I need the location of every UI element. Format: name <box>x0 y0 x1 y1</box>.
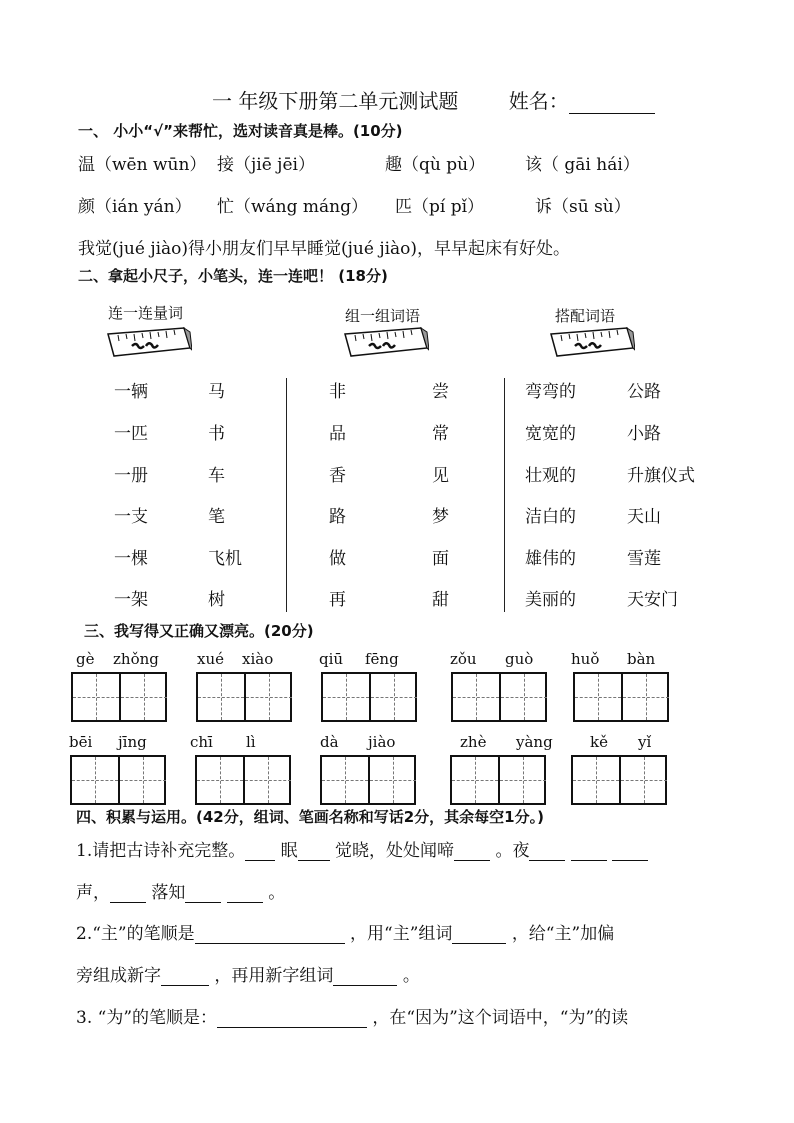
ruler-label-1: 连一连量词 <box>108 304 184 322</box>
c3-right-6[interactable]: 天安门 <box>627 590 678 610</box>
pinyin-label: gè <box>76 650 95 668</box>
q2-text: 旁组成新字 <box>76 966 161 986</box>
q1-text: 落知 <box>151 883 186 903</box>
ruler-icon <box>547 326 635 358</box>
q2-text: ，再用新字组词 <box>214 966 334 986</box>
ruler-label-3: 搭配词语 <box>555 307 616 325</box>
pinyin-label: jīng <box>118 733 147 751</box>
c3-left-1[interactable]: 弯弯的 <box>525 382 576 402</box>
writing-box[interactable] <box>573 672 669 722</box>
pinyin-label: kě <box>590 733 608 751</box>
q1-blank[interactable] <box>185 884 221 903</box>
c1-left-4[interactable]: 一支 <box>114 507 148 527</box>
s1-r2-item-3[interactable]: 匹（pí pǐ） <box>395 197 485 217</box>
section-1-heading: 一、 小小“√”来帮忙，选对读音真是棒。(10分) <box>78 122 403 140</box>
c1-right-2[interactable]: 书 <box>208 424 225 444</box>
s1-r1-item-4[interactable]: 该（ gāi hái） <box>525 155 640 175</box>
q1-text: 。 <box>268 883 286 903</box>
pinyin-label: zhǒng <box>113 650 159 668</box>
q1-blank[interactable] <box>245 842 275 861</box>
writing-box[interactable] <box>450 755 546 805</box>
c2-right-4[interactable]: 梦 <box>432 507 449 527</box>
c2-right-5[interactable]: 面 <box>432 549 449 569</box>
ruler-label-2: 组一组词语 <box>345 307 421 325</box>
pinyin-label: xué <box>197 650 224 668</box>
pinyin-label: yàng <box>516 733 553 751</box>
c2-left-2[interactable]: 品 <box>329 424 346 444</box>
column-divider <box>504 378 505 612</box>
q2-blank[interactable] <box>452 925 506 944</box>
q1-text: 1.请把古诗补充完整。 <box>76 841 246 861</box>
q1-blank[interactable] <box>227 884 263 903</box>
c2-left-3[interactable]: 香 <box>329 466 346 486</box>
pinyin-label: jiào <box>368 733 396 751</box>
s1-r2-item-2[interactable]: 忙（wáng máng） <box>217 197 369 217</box>
pinyin-label: zhè <box>460 733 487 751</box>
pinyin-label: yǐ <box>638 733 652 751</box>
c1-left-5[interactable]: 一棵 <box>114 549 148 569</box>
section-4-heading: 四、积累与运用。(42分，组词、笔画名称和写话2分，其余每空1分。) <box>76 808 544 826</box>
c1-right-3[interactable]: 车 <box>208 466 225 486</box>
pinyin-label: chī <box>190 733 213 751</box>
c3-left-6[interactable]: 美丽的 <box>525 590 576 610</box>
test-title: 一 年级下册第二单元测试题 <box>212 89 459 113</box>
c3-left-4[interactable]: 洁白的 <box>525 507 576 527</box>
q2-blank[interactable] <box>333 967 397 986</box>
q3-blank[interactable] <box>217 1009 367 1028</box>
q1-text: 。夜 <box>495 841 530 861</box>
writing-box[interactable] <box>451 672 547 722</box>
c3-left-3[interactable]: 壮观的 <box>525 466 576 486</box>
s1-r2-item-1[interactable]: 颜（ián yán） <box>78 197 192 217</box>
q2-blank[interactable] <box>195 925 345 944</box>
pinyin-label: fēng <box>365 650 399 668</box>
q1-blank[interactable] <box>110 884 146 903</box>
c2-right-2[interactable]: 常 <box>432 424 449 444</box>
s1-r1-item-2[interactable]: 接（jiē jēi） <box>217 155 315 175</box>
ruler-icon <box>341 326 429 358</box>
c3-left-2[interactable]: 宽宽的 <box>525 424 576 444</box>
q2-text: ，给“主”加偏 <box>511 924 615 944</box>
question-1-line-1 <box>76 836 648 861</box>
pinyin-label: lì <box>246 733 256 751</box>
writing-box[interactable] <box>321 672 417 722</box>
c2-left-6[interactable]: 再 <box>329 590 346 610</box>
q1-text: 觉晓，处处闻啼 <box>335 841 455 861</box>
c2-left-4[interactable]: 路 <box>329 507 346 527</box>
c2-right-1[interactable]: 尝 <box>432 382 449 402</box>
s1-r2-item-4[interactable]: 诉（sū sù） <box>535 197 631 217</box>
name-blank[interactable] <box>569 95 655 114</box>
q1-blank[interactable] <box>298 842 330 861</box>
q1-text: 眠 <box>280 841 298 861</box>
pinyin-label: guò <box>505 650 534 668</box>
q3-text: ，在“因为”这个词语中，“为”的读 <box>372 1008 629 1028</box>
question-2-line-2 <box>76 961 420 986</box>
c3-right-2[interactable]: 小路 <box>627 424 661 444</box>
q1-blank[interactable] <box>454 842 490 861</box>
section-3-heading: 三、我写得又正确又漂亮。(20分) <box>84 622 314 640</box>
pinyin-label: qiū <box>319 650 344 668</box>
c2-left-5[interactable]: 做 <box>329 549 346 569</box>
q1-blank[interactable] <box>571 842 607 861</box>
section-2-heading: 二、拿起小尺子，小笔头，连一连吧！ (18分) <box>78 267 388 285</box>
q2-text: 2.“主”的笔顺是 <box>76 924 195 944</box>
pinyin-label: huǒ <box>571 650 600 668</box>
question-3-line-1 <box>76 1003 628 1028</box>
c1-left-1[interactable]: 一辆 <box>114 382 148 402</box>
pinyin-label: xiào <box>242 650 274 668</box>
s1-r1-item-1[interactable]: 温（wēn wūn） <box>78 155 207 175</box>
page-title <box>212 85 655 114</box>
q1-blank[interactable] <box>612 842 648 861</box>
q1-blank[interactable] <box>529 842 565 861</box>
pinyin-label: bēi <box>69 733 93 751</box>
name-label: 姓名： <box>508 89 569 113</box>
c3-right-3[interactable]: 升旗仪式 <box>627 466 695 486</box>
s1-r1-item-3[interactable]: 趣（qù pù） <box>385 155 486 175</box>
pinyin-label: dà <box>320 733 339 751</box>
question-1-line-2 <box>76 878 285 903</box>
question-2-line-1 <box>76 919 614 944</box>
ruler-icon <box>104 326 192 358</box>
c1-right-6[interactable]: 树 <box>208 590 225 610</box>
c2-right-6[interactable]: 甜 <box>432 590 449 610</box>
c1-right-5[interactable]: 飞机 <box>208 549 242 569</box>
s1-sentence[interactable]: 我觉(jué jiào)得小朋友们早早睡觉(jué jiào)，早早起床有好处。 <box>78 239 571 259</box>
writing-box[interactable] <box>320 755 416 805</box>
writing-box[interactable] <box>196 672 292 722</box>
c2-left-1[interactable]: 非 <box>329 382 346 402</box>
q2-text: ，用“主”组词 <box>350 924 453 944</box>
c3-right-5[interactable]: 雪莲 <box>627 549 661 569</box>
q1-text: 声， <box>76 883 110 903</box>
writing-box[interactable] <box>195 755 291 805</box>
c1-left-6[interactable]: 一架 <box>114 590 148 610</box>
q2-blank[interactable] <box>161 967 209 986</box>
c1-right-1[interactable]: 马 <box>208 382 225 402</box>
writing-box[interactable] <box>71 672 167 722</box>
q3-text: 3. “为”的笔顺是： <box>76 1008 218 1028</box>
column-divider <box>286 378 287 612</box>
c1-left-3[interactable]: 一册 <box>114 466 148 486</box>
c1-left-2[interactable]: 一匹 <box>114 424 148 444</box>
pinyin-label: zǒu <box>450 650 477 668</box>
c3-right-1[interactable]: 公路 <box>627 382 661 402</box>
c1-right-4[interactable]: 笔 <box>208 507 225 527</box>
writing-box[interactable] <box>571 755 667 805</box>
q2-text: 。 <box>402 966 420 986</box>
c2-right-3[interactable]: 见 <box>432 466 449 486</box>
c3-right-4[interactable]: 天山 <box>627 507 661 527</box>
pinyin-label: bàn <box>627 650 656 668</box>
writing-box[interactable] <box>70 755 166 805</box>
c3-left-5[interactable]: 雄伟的 <box>525 549 576 569</box>
